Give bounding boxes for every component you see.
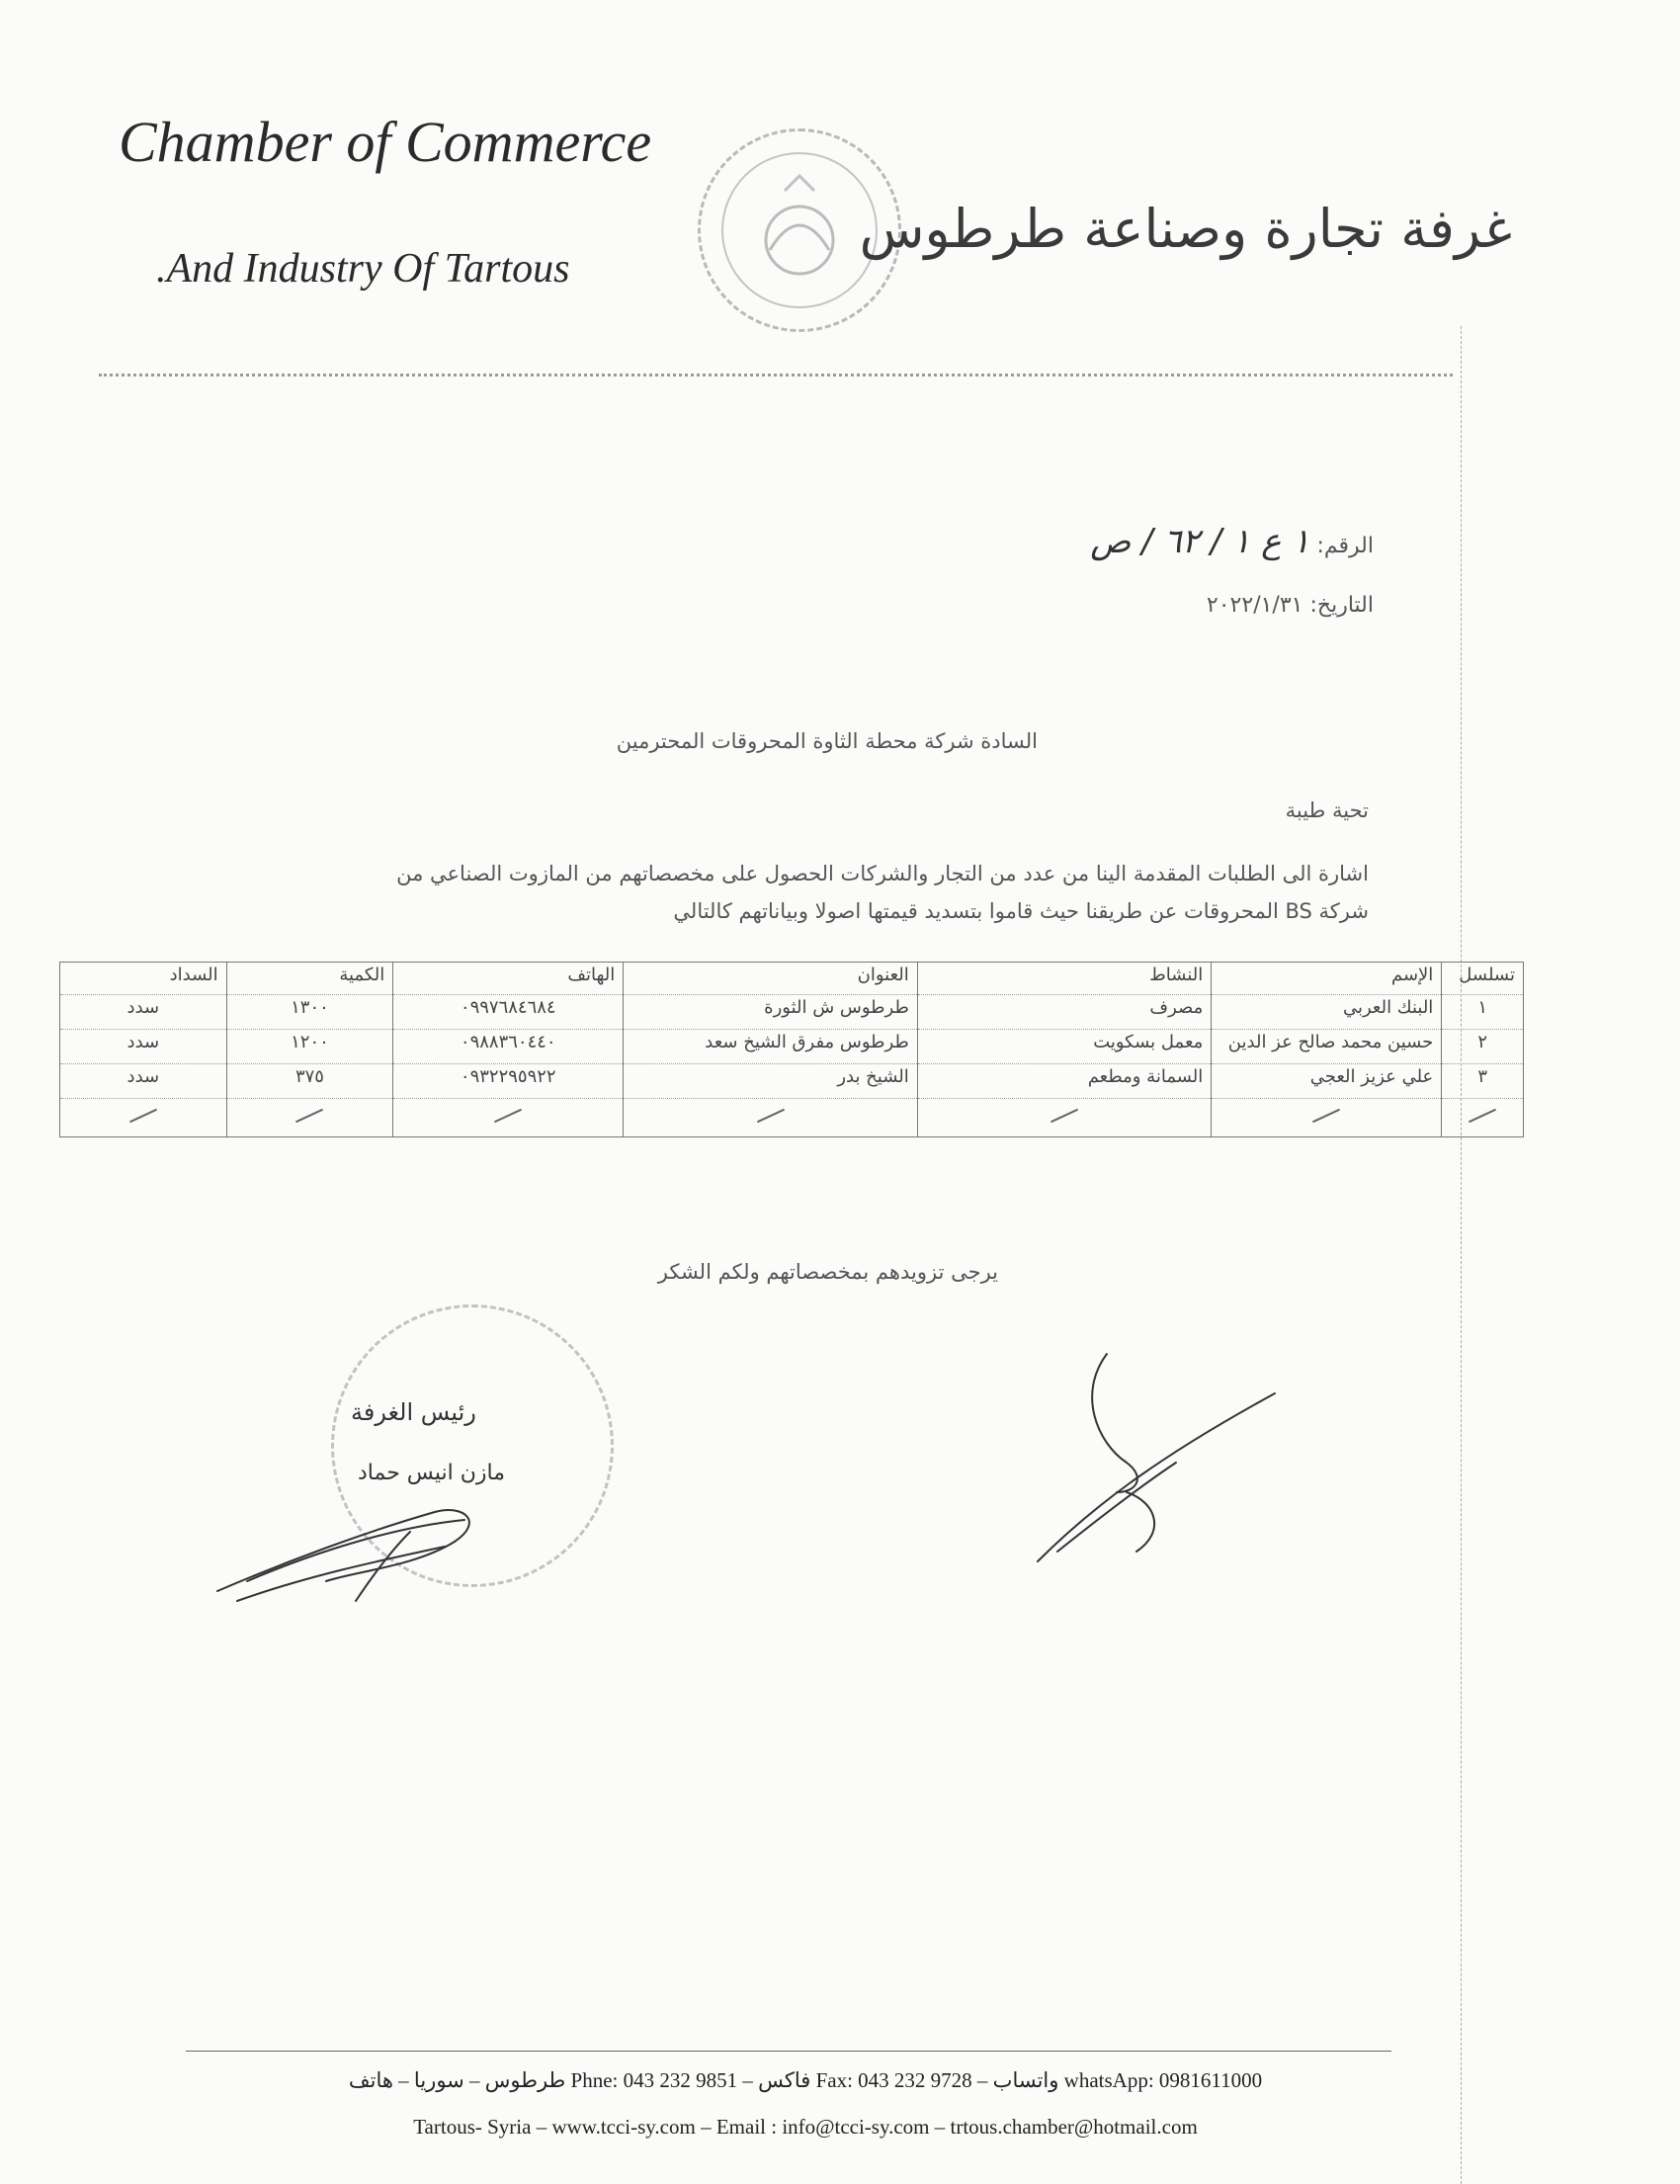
cell-serial: ٣	[1442, 1064, 1524, 1099]
reference-number-value: ١ ع ١ / ٦٢ / ص	[1090, 522, 1310, 561]
table-row-empty	[60, 1099, 1524, 1137]
margin-line	[1461, 326, 1462, 2184]
closing-line: يرجى تزويدهم بمخصصاتهم ولكم الشكر	[657, 1260, 998, 1284]
cell-serial: ١	[1442, 995, 1524, 1030]
cell-empty	[1442, 1099, 1524, 1137]
cell-address: طرطوس مفرق الشيخ سعد	[624, 1030, 917, 1064]
table-header-row	[60, 963, 1524, 995]
header-arabic-title: غرفة تجارة وصناعة طرطوس	[859, 198, 1512, 260]
footer-web-line: Tartous- Syria – www.tcci-sy.com – Email : info@tcci-sy.com – trtous.chamber@hotmail.com	[413, 2115, 1198, 2139]
recipient-line: السادة شركة محطة الثاوة المحروقات المحترمين	[616, 729, 1038, 753]
reference-number	[1090, 522, 1374, 561]
cell-activity: السمانة ومطعم	[917, 1064, 1211, 1099]
cell-phone: ٠٩٣٢٢٩٥٩٢٢	[393, 1064, 624, 1099]
cell-activity: مصرف	[917, 995, 1211, 1030]
col-phone: الهاتف	[393, 963, 624, 995]
table-row	[60, 995, 1524, 1030]
cell-address: الشيخ بدر	[624, 1064, 917, 1099]
header-english-line2: .And Industry Of Tartous	[156, 246, 570, 292]
col-activity: النشاط	[917, 963, 1211, 995]
cell-name: علي عزيز العجي	[1212, 1064, 1442, 1099]
footer-contact-line: طرطوس – سوريا – هاتف Phne: 043 232 9851 – فاكس Fax: 043 232 9728 – واتساب whatsApp: 0981611000	[348, 2068, 1263, 2092]
cell-name: البنك العربي	[1212, 995, 1442, 1030]
second-signature	[1018, 1344, 1314, 1581]
footer-divider	[186, 2051, 1391, 2052]
cell-name: حسين محمد صالح عز الدين	[1212, 1030, 1442, 1064]
col-name: الإسم	[1212, 963, 1442, 995]
cell-empty	[1212, 1099, 1442, 1137]
chairman-signature	[208, 1453, 563, 1631]
table-row	[60, 1064, 1524, 1099]
cell-empty	[624, 1099, 917, 1137]
cell-empty	[60, 1099, 227, 1137]
cell-phone: ٠٩٨٨٣٦٠٤٤٠	[393, 1030, 624, 1064]
col-quantity: الكمية	[226, 963, 393, 995]
cell-quantity: ٣٧٥	[226, 1064, 393, 1099]
shipments-table	[59, 962, 1524, 1137]
cell-empty	[226, 1099, 393, 1137]
body-line-2: شركة BS المحروقات عن طريقنا حيث قاموا بتسديد قيمتها اصولا وبياناتهم كالتالي	[673, 899, 1369, 923]
reference-number-label: الرقم:	[1316, 534, 1374, 558]
cell-activity: معمل بسكويت	[917, 1030, 1211, 1064]
cell-quantity: ١٢٠٠	[226, 1030, 393, 1064]
header-english-line1: Chamber of Commerce	[119, 110, 652, 174]
col-payment: السداد	[60, 963, 227, 995]
col-serial: تسلسل	[1442, 963, 1524, 995]
greeting: تحية طيبة	[1285, 798, 1369, 822]
header-divider	[99, 374, 1453, 377]
cell-serial: ٢	[1442, 1030, 1524, 1064]
cell-payment: سدد	[60, 1064, 227, 1099]
chairman-title: رئيس الغرفة	[351, 1398, 476, 1426]
cell-phone: ٠٩٩٧٦٨٤٦٨٤	[393, 995, 624, 1030]
table-row	[60, 1030, 1524, 1064]
cell-empty	[393, 1099, 624, 1137]
cell-address: طرطوس ش الثورة	[624, 995, 917, 1030]
cell-quantity: ١٣٠٠	[226, 995, 393, 1030]
cell-payment: سدد	[60, 995, 227, 1030]
letter-date-value: ٢٠٢٢/١/٣١	[1206, 593, 1303, 618]
cell-payment: سدد	[60, 1030, 227, 1064]
chairman-name: مازن انيس حماد	[358, 1461, 505, 1485]
cell-empty	[917, 1099, 1211, 1137]
body-line-1: اشارة الى الطلبات المقدمة الينا من عدد من التجار والشركات الحصول على مخصصاتهم من المازوت الصناعي من	[396, 862, 1369, 885]
letter-date	[1207, 593, 1374, 618]
col-address: العنوان	[624, 963, 917, 995]
letter-date-label: التاريخ:	[1309, 593, 1374, 618]
